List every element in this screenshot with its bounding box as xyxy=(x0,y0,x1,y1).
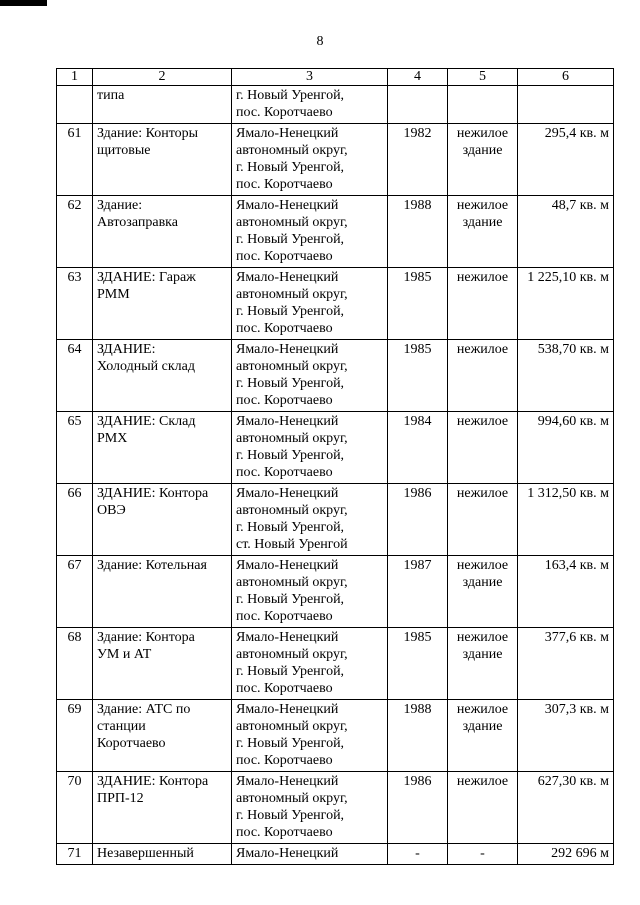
address-line: г. Новый Уренгой, xyxy=(236,736,345,751)
purpose-line: здание xyxy=(462,719,503,734)
address-line: автономный округ, xyxy=(236,431,348,446)
address-line: пос. Коротчаево xyxy=(236,753,333,768)
address-cell xyxy=(232,556,388,628)
table-row xyxy=(57,340,614,412)
row-number-cell: 61 xyxy=(57,124,93,196)
address-line: автономный округ, xyxy=(236,359,348,374)
purpose-cell xyxy=(448,772,518,844)
address-line: Ямало-Ненецкий xyxy=(236,486,339,501)
purpose-line: нежилое xyxy=(456,198,509,213)
address-line: пос. Коротчаево xyxy=(236,177,333,192)
area-cell: 377,6 кв. м xyxy=(518,628,614,700)
header-col-5: 5 xyxy=(448,69,518,86)
address-line: г. Новый Уренгой, xyxy=(236,808,345,823)
purpose-line: здание xyxy=(462,575,503,590)
row-number-cell: 64 xyxy=(57,340,93,412)
object-name-line: ПРП-12 xyxy=(97,791,144,806)
year-cell: 1985 xyxy=(388,268,448,340)
year-cell: 1987 xyxy=(388,556,448,628)
object-name-line: Здание: Конторы xyxy=(97,126,199,141)
purpose-line: нежилое xyxy=(456,558,509,573)
year-cell: 1988 xyxy=(388,700,448,772)
object-name-line: Автозаправка xyxy=(97,215,178,230)
address-line: пос. Коротчаево xyxy=(236,681,333,696)
year-cell: 1986 xyxy=(388,484,448,556)
address-line: Ямало-Ненецкий xyxy=(236,414,339,429)
address-line: Ямало-Ненецкий xyxy=(236,198,339,213)
address-cell xyxy=(232,412,388,484)
row-number-cell: 63 xyxy=(57,268,93,340)
purpose-line: нежилое xyxy=(456,270,509,285)
purpose-cell xyxy=(448,340,518,412)
object-name-line: ЗДАНИЕ: Контора xyxy=(97,486,209,501)
address-line: пос. Коротчаево xyxy=(236,105,333,120)
area-cell: 1 312,50 кв. м xyxy=(518,484,614,556)
purpose-cell xyxy=(448,124,518,196)
address-line: автономный округ, xyxy=(236,719,348,734)
address-line: пос. Коротчаево xyxy=(236,609,333,624)
header-row xyxy=(57,69,614,86)
purpose-line: - xyxy=(480,846,485,861)
purpose-line: нежилое xyxy=(456,486,509,501)
object-name-cell xyxy=(93,412,232,484)
object-name-line: щитовые xyxy=(97,143,151,158)
address-line: автономный округ, xyxy=(236,215,348,230)
address-line: Ямало-Ненецкий xyxy=(236,702,339,717)
object-name-cell xyxy=(93,628,232,700)
address-line: г. Новый Уренгой, xyxy=(236,232,345,247)
object-name-line: УМ и АТ xyxy=(97,647,152,662)
year-cell: 1986 xyxy=(388,772,448,844)
table-row xyxy=(57,700,614,772)
table-header xyxy=(57,69,614,86)
table-row xyxy=(57,86,614,124)
row-number-cell: 68 xyxy=(57,628,93,700)
row-number-cell xyxy=(57,86,93,124)
address-line: г. Новый Уренгой, xyxy=(236,448,345,463)
object-name-line: Здание: АТС по xyxy=(97,702,191,717)
table-row xyxy=(57,412,614,484)
purpose-cell xyxy=(448,556,518,628)
address-line: Ямало-Ненецкий xyxy=(236,774,339,789)
address-line: ст. Новый Уренгой xyxy=(236,537,348,552)
address-cell xyxy=(232,124,388,196)
object-name-line: РММ xyxy=(97,287,130,302)
purpose-line: нежилое xyxy=(456,702,509,717)
year-cell: 1985 xyxy=(388,340,448,412)
header-col-4: 4 xyxy=(388,69,448,86)
object-name-line: Коротчаево xyxy=(97,736,166,751)
object-name-cell xyxy=(93,196,232,268)
address-line: автономный округ, xyxy=(236,143,348,158)
address-line: г. Новый Уренгой, xyxy=(236,304,345,319)
address-line: автономный округ, xyxy=(236,575,348,590)
address-line: Ямало-Ненецкий xyxy=(236,342,339,357)
object-name-line: Незавершенный xyxy=(97,846,194,861)
object-name-cell xyxy=(93,340,232,412)
object-name-line: ЗДАНИЕ: Контора xyxy=(97,774,209,789)
address-line: г. Новый Уренгой, xyxy=(236,664,345,679)
table-row xyxy=(57,628,614,700)
address-cell xyxy=(232,700,388,772)
object-name-line: ЗДАНИЕ: Гараж xyxy=(97,270,196,285)
address-cell xyxy=(232,772,388,844)
purpose-line: здание xyxy=(462,647,503,662)
object-name-line: Здание: Котельная xyxy=(97,558,207,573)
row-number-cell: 67 xyxy=(57,556,93,628)
address-cell xyxy=(232,196,388,268)
address-line: пос. Коротчаево xyxy=(236,249,333,264)
area-cell: 48,7 кв. м xyxy=(518,196,614,268)
address-line: пос. Коротчаево xyxy=(236,393,333,408)
year-cell: 1982 xyxy=(388,124,448,196)
address-line: г. Новый Уренгой, xyxy=(236,520,345,535)
object-name-line: ОВЭ xyxy=(97,503,126,518)
table-row xyxy=(57,844,614,865)
object-name-cell xyxy=(93,556,232,628)
table-row xyxy=(57,268,614,340)
object-name-line: станции xyxy=(97,719,146,734)
address-line: Ямало-Ненецкий xyxy=(236,630,339,645)
object-name-cell xyxy=(93,124,232,196)
page-number: 8 xyxy=(316,34,324,49)
purpose-cell xyxy=(448,196,518,268)
address-cell xyxy=(232,340,388,412)
object-name-cell xyxy=(93,484,232,556)
object-name-line: Здание: Контора xyxy=(97,630,195,645)
row-number-cell: 70 xyxy=(57,772,93,844)
table-row xyxy=(57,772,614,844)
address-line: Ямало-Ненецкий xyxy=(236,846,339,861)
header-col-1: 1 xyxy=(57,69,93,86)
area-cell xyxy=(518,86,614,124)
address-line: автономный округ, xyxy=(236,503,348,518)
purpose-cell xyxy=(448,628,518,700)
table-row xyxy=(57,556,614,628)
area-cell: 163,4 кв. м xyxy=(518,556,614,628)
address-line: Ямало-Ненецкий xyxy=(236,270,339,285)
address-cell xyxy=(232,628,388,700)
table-row xyxy=(57,124,614,196)
object-name-cell xyxy=(93,772,232,844)
year-cell xyxy=(388,86,448,124)
object-name-line: ЗДАНИЕ: Склад xyxy=(97,414,196,429)
row-number-cell: 65 xyxy=(57,412,93,484)
address-line: автономный округ, xyxy=(236,791,348,806)
table-body xyxy=(57,86,614,865)
area-cell: 295,4 кв. м xyxy=(518,124,614,196)
area-cell: 994,60 кв. м xyxy=(518,412,614,484)
address-line: автономный округ, xyxy=(236,647,348,662)
year-cell: - xyxy=(388,844,448,865)
area-cell: 627,30 кв. м xyxy=(518,772,614,844)
purpose-line: нежилое xyxy=(456,126,509,141)
scan-corner-mark xyxy=(0,0,47,6)
purpose-cell xyxy=(448,844,518,865)
purpose-line: нежилое xyxy=(456,774,509,789)
object-name-line: Здание: xyxy=(97,198,143,213)
table-row xyxy=(57,484,614,556)
address-line: г. Новый Уренгой, xyxy=(236,160,345,175)
area-cell: 307,3 кв. м xyxy=(518,700,614,772)
area-cell: 292 696 м xyxy=(518,844,614,865)
purpose-line: нежилое xyxy=(456,414,509,429)
address-cell xyxy=(232,844,388,865)
property-table xyxy=(56,68,614,865)
address-line: пос. Коротчаево xyxy=(236,465,333,480)
address-line: г. Новый Уренгой, xyxy=(236,592,345,607)
address-line: г. Новый Уренгой, xyxy=(236,88,345,103)
purpose-cell xyxy=(448,700,518,772)
header-col-6: 6 xyxy=(518,69,614,86)
address-line: Ямало-Ненецкий xyxy=(236,558,339,573)
address-line: автономный округ, xyxy=(236,287,348,302)
year-cell: 1988 xyxy=(388,196,448,268)
purpose-line: здание xyxy=(462,215,503,230)
area-cell: 538,70 кв. м xyxy=(518,340,614,412)
purpose-cell xyxy=(448,484,518,556)
address-line: г. Новый Уренгой, xyxy=(236,376,345,391)
object-name-cell xyxy=(93,844,232,865)
object-name-line: РМХ xyxy=(97,431,128,446)
table-row xyxy=(57,196,614,268)
address-cell xyxy=(232,484,388,556)
row-number-cell: 71 xyxy=(57,844,93,865)
row-number-cell: 66 xyxy=(57,484,93,556)
purpose-line: здание xyxy=(462,143,503,158)
object-name-cell xyxy=(93,86,232,124)
address-line: пос. Коротчаево xyxy=(236,825,333,840)
address-cell xyxy=(232,86,388,124)
purpose-cell xyxy=(448,412,518,484)
purpose-cell xyxy=(448,268,518,340)
address-line: пос. Коротчаево xyxy=(236,321,333,336)
purpose-line: нежилое xyxy=(456,342,509,357)
address-line: Ямало-Ненецкий xyxy=(236,126,339,141)
object-name-line: ЗДАНИЕ: xyxy=(97,342,156,357)
year-cell: 1985 xyxy=(388,628,448,700)
row-number-cell: 62 xyxy=(57,196,93,268)
address-cell xyxy=(232,268,388,340)
area-cell: 1 225,10 кв. м xyxy=(518,268,614,340)
purpose-cell xyxy=(448,86,518,124)
purpose-line: нежилое xyxy=(456,630,509,645)
object-name-cell xyxy=(93,700,232,772)
row-number-cell: 69 xyxy=(57,700,93,772)
header-col-3: 3 xyxy=(232,69,388,86)
object-name-line: Холодный склад xyxy=(97,359,195,374)
year-cell: 1984 xyxy=(388,412,448,484)
header-col-2: 2 xyxy=(93,69,232,86)
object-name-line: типа xyxy=(97,88,125,103)
object-name-cell xyxy=(93,268,232,340)
